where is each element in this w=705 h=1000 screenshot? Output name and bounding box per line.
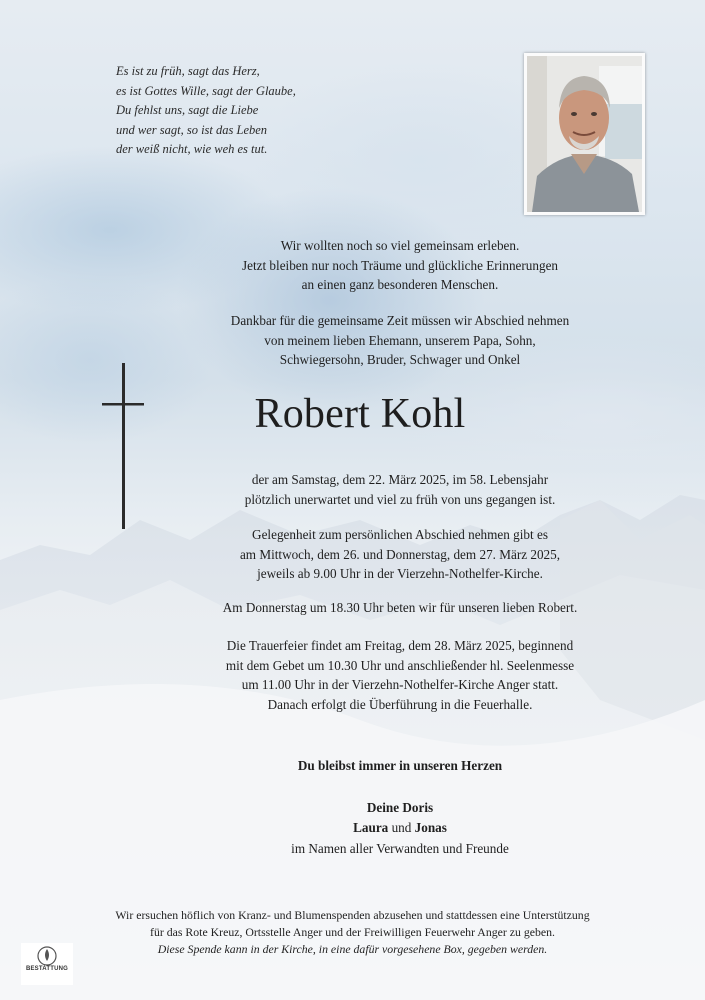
farewell-line: Du bleibst immer in unseren Herzen <box>297 758 503 773</box>
portrait-photo-image <box>527 56 642 212</box>
poem-line: Du fehlst uns, sagt die Liebe <box>116 103 259 117</box>
text-line: für das Rote Kreuz, Ortsstelle Anger und der Freiwilligen Feuerwehr Anger zu geben. <box>150 925 555 939</box>
poem-line: der weiß nicht, wie weh es tut. <box>116 142 268 156</box>
text-line: Schwiegersohn, Bruder, Schwager und Onkel <box>279 352 521 368</box>
intro-paragraph <box>150 236 650 295</box>
viewing-paragraph <box>150 525 650 584</box>
portrait-photo <box>524 53 645 215</box>
funeral-home-logo <box>21 943 73 985</box>
text-line: Diese Spende kann in der Kirche, in eine dafür vorgesehene Box, gegeben werden. <box>157 942 548 956</box>
text-line: an einen ganz besonderen Menschen. <box>301 277 499 293</box>
prayer-paragraph <box>150 598 650 618</box>
poem-line: und wer sagt, so ist das Leben <box>116 122 268 137</box>
text-line: jeweils ab 9.00 Uhr in der Vierzehn-Nothelfer-Kirche. <box>257 566 543 582</box>
funeral-paragraph <box>150 636 650 714</box>
text-line: der am Samstag, dem 22. März 2025, im 58. Lebensjahr <box>251 472 549 487</box>
text-line: Wir ersuchen höflich von Kranz- und Blumenspenden abzusehen und stattdessen eine Unterstützung <box>115 908 590 922</box>
text-line: Gelegenheit zum persönlichen Abschied nehmen gibt es <box>252 527 548 542</box>
death-notice-paragraph <box>150 470 650 509</box>
mourner-name: Jonas <box>414 819 447 835</box>
deceased-name: Robert Kohl <box>254 391 466 437</box>
mourner-connector: und <box>391 819 412 835</box>
text-line: plötzlich unerwartet und viel zu früh von uns gegangen ist. <box>244 491 556 507</box>
text-line: Die Trauerfeier findet am Freitag, dem 28. März 2025, beginnend <box>226 638 574 653</box>
poem-line: Es ist zu früh, sagt das Herz, <box>116 64 260 78</box>
mourner-line: Deine Doris <box>366 800 434 815</box>
text-line: Am Donnerstag um 18.30 Uhr beten wir für unseren lieben Robert. <box>222 600 578 615</box>
memorial-poem <box>116 62 376 160</box>
text-line: Jetzt bleiben nur noch Träume und glückliche Erinnerungen <box>241 257 559 273</box>
text-line: am Mittwoch, dem 26. und Donnerstag, dem 27. März 2025, <box>239 546 561 562</box>
flame-logo-icon <box>21 943 73 967</box>
mourner-line <box>150 818 650 838</box>
text-line: von meinem lieben Ehemann, unserem Papa, Sohn, <box>264 332 536 348</box>
thanks-paragraph <box>150 311 650 370</box>
mourners-block <box>150 798 650 859</box>
text-line: mit dem Gebet um 10.30 Uhr und anschließender hl. Seelenmesse <box>225 657 575 673</box>
text-line: um 11.00 Uhr in der Vierzehn-Nothelfer-Kirche Anger statt. <box>241 677 559 693</box>
mourner-line: im Namen aller Verwandten und Freunde <box>291 841 509 857</box>
text-line: Danach erfolgt die Überführung in die Feuerhalle. <box>267 696 533 712</box>
mourner-name: Laura <box>353 819 389 835</box>
text-line: Wir wollten noch so viel gemeinsam erleben. <box>280 238 520 253</box>
logo-text: BESTATTUNG <box>25 966 69 972</box>
donation-note <box>40 907 665 958</box>
text-line: Dankbar für die gemeinsame Zeit müssen wir Abschied nehmen <box>230 313 570 328</box>
poem-line: es ist Gottes Wille, sagt der Glaube, <box>116 83 296 98</box>
cross-icon <box>102 363 144 529</box>
